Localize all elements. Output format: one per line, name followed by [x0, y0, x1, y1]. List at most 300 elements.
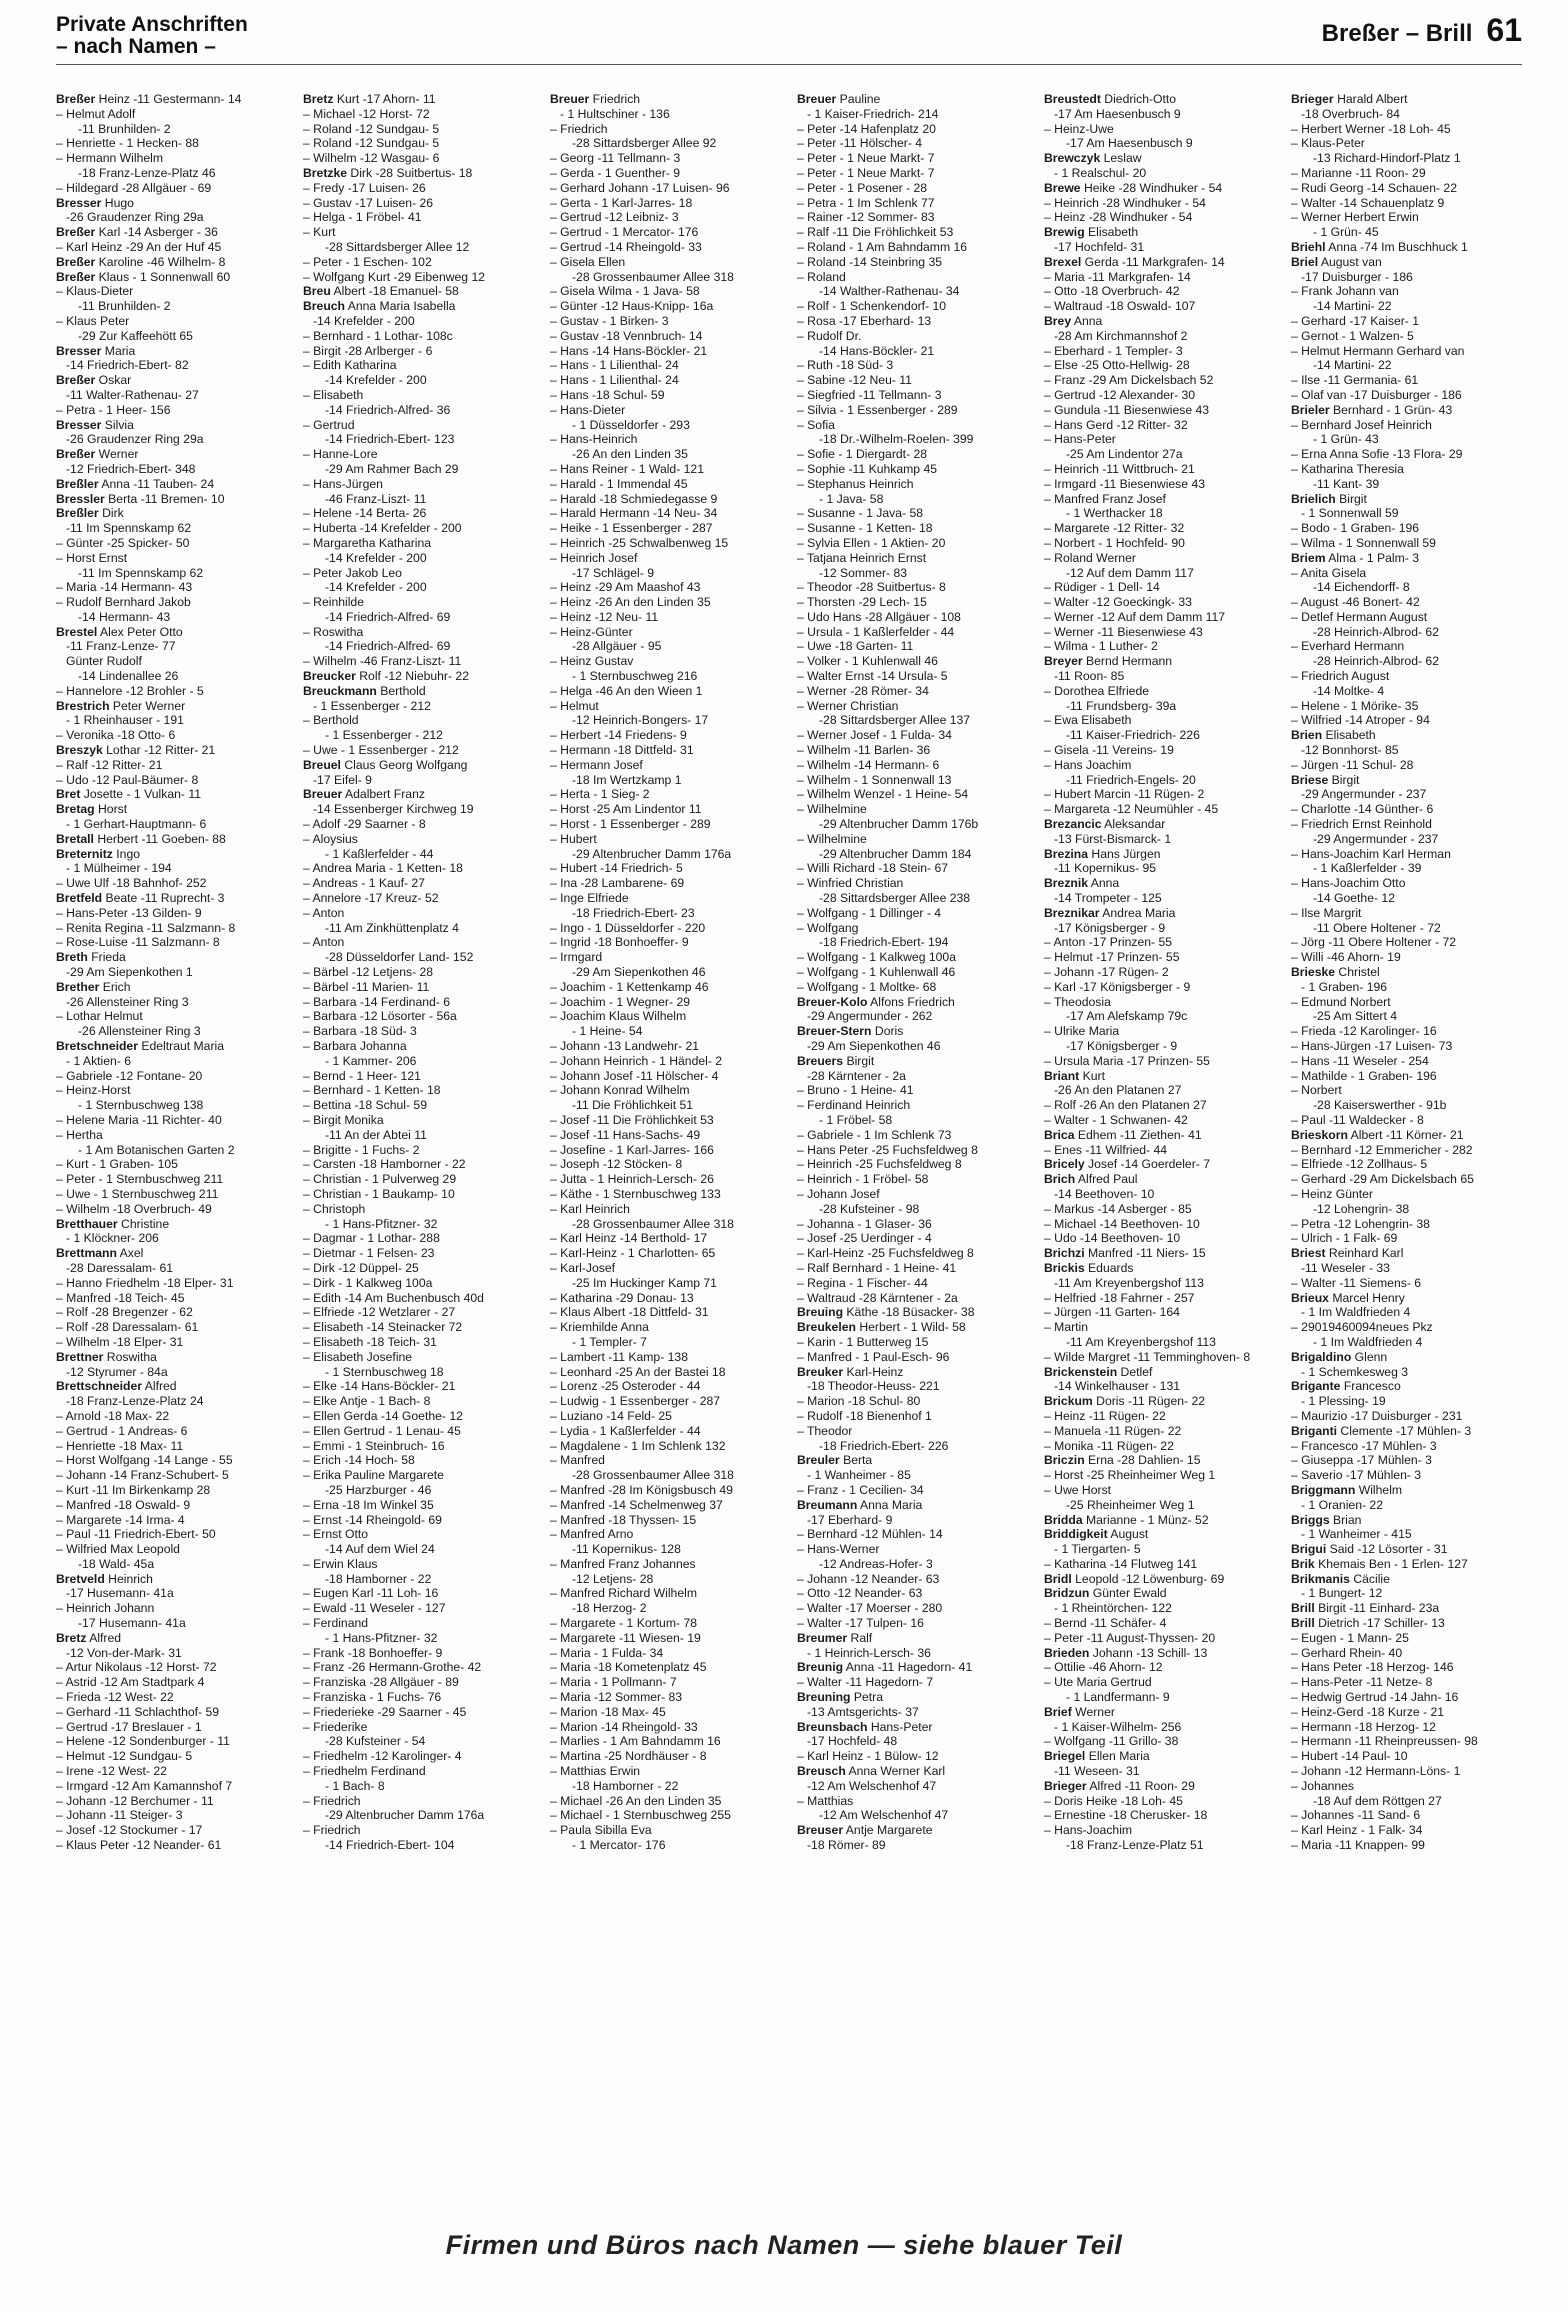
- entry-line: – Walter -14 Schauenplatz 9: [1291, 195, 1445, 210]
- entry-line: – Hertha: [56, 1127, 103, 1142]
- entry-line: – Monika -11 Rügen- 22: [1044, 1438, 1174, 1453]
- entry-line: – Eugen - 1 Mann- 25: [1291, 1630, 1409, 1645]
- directory-columns: [56, 92, 1528, 2200]
- entry-line: -11 Weseen- 31: [1054, 1764, 1140, 1779]
- entry-line: – Peter - 1 Posener - 28: [797, 180, 928, 195]
- entry-line: – Johann -14 Franz-Schubert- 5: [56, 1468, 229, 1483]
- entry-line: – Michael - 1 Sternbuschweg 255: [550, 1808, 731, 1823]
- entry-head: Bridl Leopold -12 Löwenburg- 69: [1044, 1571, 1225, 1586]
- entry-line: -29 Angermunder - 262: [807, 1009, 933, 1024]
- entry-line: - 1 Plessing- 19: [1301, 1394, 1386, 1409]
- entry-line: – Sofie - 1 Diergardt- 28: [797, 447, 928, 462]
- surname: Briggs: [1291, 1512, 1330, 1527]
- entry-line: – Ralf -11 Die Fröhlichkeit 53: [797, 225, 954, 240]
- entry-line: – Marion -14 Rheingold- 33: [550, 1719, 698, 1734]
- surname: Bricely: [1044, 1157, 1085, 1172]
- entry-line: - 1 Aktien- 6: [66, 1053, 132, 1068]
- entry-line: -14 Friedrich-Ebert- 104: [325, 1838, 455, 1853]
- entry-line: - 1 Düsseldorfer - 293: [572, 417, 690, 432]
- surname: Briant: [1044, 1068, 1080, 1083]
- entry-head: Briem Alma - 1 Palm- 3: [1291, 550, 1420, 565]
- entry-line: -17 Hochfeld- 48: [807, 1734, 898, 1749]
- surname: Breuckmann: [303, 683, 377, 698]
- entry-line: – Emmi - 1 Steinbruch- 16: [303, 1438, 445, 1453]
- entry-line: – Ernst Otto: [303, 1527, 369, 1542]
- surname: Breuer: [303, 787, 343, 802]
- entry-line: – Paula Sibilla Eva: [550, 1823, 652, 1838]
- entry-head: Breuer-Kolo Alfons Friedrich: [797, 994, 955, 1009]
- surname: Bresser: [56, 417, 102, 432]
- entry-line: – Anton: [303, 935, 345, 950]
- entry-line: – Ute Maria Gertrud: [1044, 1675, 1152, 1690]
- entry-line: – Walter Ernst -14 Ursula- 5: [797, 669, 948, 684]
- surname: Brettschneider: [56, 1379, 143, 1394]
- entry-line: – Edith Katharina: [303, 358, 397, 373]
- entry-line: – Hans Gerd -12 Ritter- 32: [1044, 417, 1188, 432]
- entry-line: – Josef -12 Stockumer - 17: [56, 1823, 203, 1838]
- entry-line: -11 Die Fröhlichkeit 51: [572, 1098, 694, 1113]
- entry-line: – Susanne - 1 Ketten- 18: [797, 521, 933, 536]
- entry-line: – Manfred -18 Oswald- 9: [56, 1497, 191, 1512]
- entry-line: – Franziska -28 Allgäuer - 89: [303, 1675, 459, 1690]
- entry-line: – Huberta -14 Krefelder - 200: [303, 521, 462, 536]
- entry-line: -25 Rheinheimer Weg 1: [1066, 1497, 1195, 1512]
- entry-line: – Andrea Maria - 1 Ketten- 18: [303, 861, 463, 876]
- entry-line: – Hannelore -12 Brohler - 5: [56, 683, 204, 698]
- entry-head: Bretfeld Beate -11 Ruprecht- 3: [56, 891, 225, 906]
- entry-line: – Hermann Josef: [550, 757, 643, 772]
- surname: Brieler: [1291, 402, 1330, 417]
- entry-line: -11 Kopernikus- 95: [1054, 861, 1157, 876]
- entry-line: – Gerhard -11 Schlachthof- 59: [56, 1704, 220, 1719]
- entry-line: – Sabine -12 Neu- 11: [797, 373, 912, 388]
- entry-line: – Kurt - 1 Graben- 105: [56, 1157, 178, 1172]
- surname: Bretz: [303, 92, 334, 106]
- entry-line: – Margarete -11 Wiesen- 19: [550, 1630, 701, 1645]
- entry-line: - 1 Hans-Pfitzner- 32: [325, 1630, 438, 1645]
- entry-line: – Jürgen -11 Garten- 164: [1044, 1305, 1180, 1320]
- page-header-right: [1322, 12, 1522, 49]
- surname: Bridzun: [1044, 1586, 1090, 1601]
- surname: Bretz: [56, 1630, 87, 1645]
- entry-line: – Wolfgang - 1 Kalkweg 100a: [797, 950, 956, 965]
- surname: Bret: [56, 787, 81, 802]
- entry-line: – Gabriele -12 Fontane- 20: [56, 1068, 203, 1083]
- entry-line: – Wilhelm Wenzel - 1 Heine- 54: [797, 787, 969, 802]
- entry-line: – Karin - 1 Butterweg 15: [797, 1334, 929, 1349]
- entry-line: – Martin: [1044, 1320, 1089, 1335]
- entry-line: – Eberhard - 1 Templer- 3: [1044, 343, 1183, 358]
- entry-line: -17 Eifel- 9: [313, 772, 372, 787]
- entry-head: Bridzun Günter Ewald: [1044, 1586, 1167, 1601]
- surname: Briel: [1291, 254, 1319, 269]
- entry-head: Breunig Anna -11 Hagedorn- 41: [797, 1660, 973, 1675]
- entry-line: – Gerta - 1 Karl-Jarres- 18: [550, 195, 693, 210]
- entry-line: – Wolfgang -11 Grillo- 38: [1044, 1734, 1179, 1749]
- entry-line: – Werner -28 Römer- 34: [797, 683, 929, 698]
- entry-line: – Josefine - 1 Karl-Jarres- 166: [550, 1142, 714, 1157]
- entry-line: – Jutta - 1 Heinrich-Lersch- 26: [550, 1172, 714, 1187]
- entry-line: – Josef -25 Uerdinger - 4: [797, 1231, 932, 1246]
- entry-line: – Rudolf Dr.: [797, 328, 862, 343]
- entry-line: - 1 Am Botanischen Garten 2: [78, 1142, 235, 1157]
- entry-line: – Hans Reiner - 1 Wald- 121: [550, 461, 704, 476]
- entry-line: – Rudolf -18 Bienenhof 1: [797, 1408, 932, 1423]
- entry-head: Brickis Eduards: [1044, 1260, 1134, 1275]
- entry-line: – Herbert -14 Friedens- 9: [550, 728, 687, 743]
- section-title-line1: Private Anschriften: [56, 13, 248, 36]
- entry-line: – Friederieke -29 Saarner - 45: [303, 1704, 467, 1719]
- entry-line: – Bettina -18 Schul- 59: [303, 1098, 427, 1113]
- entry-line: -14 Winkelhauser - 131: [1054, 1379, 1180, 1394]
- surname: Briese: [1291, 772, 1329, 787]
- entry-line: -46 Franz-Liszt- 11: [325, 491, 427, 506]
- entry-line: – Harald Hermann -14 Neu- 34: [550, 506, 718, 521]
- entry-line: – Wilhelm -18 Elper- 31: [56, 1334, 184, 1349]
- entry-line: -26 Allensteiner Ring 3: [66, 994, 189, 1009]
- entry-head: Bridda Marianne - 1 Münz- 52: [1044, 1512, 1209, 1527]
- entry-line: - 1 Hans-Pfitzner- 32: [325, 1216, 438, 1231]
- entry-line: -18 Hamborner - 22: [325, 1571, 432, 1586]
- entry-line: – Hanne-Lore: [303, 447, 378, 462]
- entry-line: -14 Friedrich-Ebert- 82: [66, 358, 189, 373]
- entry-head: Brieskorn Albert -11 Körner- 21: [1291, 1127, 1464, 1142]
- entry-line: -11 Brunhilden- 2: [78, 299, 171, 314]
- entry-line: – Detlef Hermann August: [1291, 609, 1428, 624]
- surname: Breumer: [797, 1630, 848, 1645]
- entry-line: – Otto -18 Overbruch- 42: [1044, 284, 1180, 299]
- entry-line: - 1 Im Waldfrieden 4: [1301, 1305, 1411, 1320]
- surname: Brieux: [1291, 1290, 1329, 1305]
- entry-line: – Heinz Gustav: [550, 654, 634, 669]
- entry-line: – Heike - 1 Essenberger - 287: [550, 521, 713, 536]
- entry-line: -17 Am Haesenbusch 9: [1054, 106, 1181, 121]
- entry-line: – Katharina -29 Donau- 13: [550, 1290, 694, 1305]
- entry-line: - 1 Sternbuschweg 216: [572, 669, 698, 684]
- entry-line: – Heinrich - 1 Fröbel- 58: [797, 1172, 929, 1187]
- entry-line: – Everhard Hermann: [1291, 639, 1405, 654]
- entry-line: – Heinz-Uwe: [1044, 121, 1114, 136]
- entry-line: – Manfred -14 Schelmenweg 37: [550, 1497, 723, 1512]
- entry-line: - 1 Essenberger - 212: [313, 698, 431, 713]
- surname: Brieskorn: [1291, 1127, 1348, 1142]
- entry-line: – Olaf van -17 Duisburger - 186: [1291, 387, 1462, 402]
- entry-head: Brexel Gerda -11 Markgrafen- 14: [1044, 254, 1225, 269]
- surname: Breuer: [797, 92, 837, 106]
- surname: Bretveld: [56, 1571, 105, 1586]
- entry-line: – Heinz -26 An den Linden 35: [550, 595, 711, 610]
- entry-line: – Edith -14 Am Buchenbusch 40d: [303, 1290, 484, 1305]
- entry-head: Bretzke Dirk -28 Suitbertus- 18: [303, 165, 473, 180]
- entry-line: – Heinrich -25 Fuchsfeldweg 8: [797, 1157, 962, 1172]
- entry-line: – Bärbel -12 Letjens- 28: [303, 965, 434, 980]
- entry-line: -11 Am Zinkhüttenplatz 4: [325, 920, 459, 935]
- entry-head: Breucker Rolf -12 Niebuhr- 22: [303, 669, 469, 684]
- entry-line: – Franziska - 1 Fuchs- 76: [303, 1690, 442, 1705]
- surname: Breusch: [797, 1764, 846, 1779]
- entry-line: – Peter - 1 Neue Markt- 7: [797, 151, 935, 166]
- entry-line: – Kurt: [303, 225, 336, 240]
- surname: Brezancic: [1044, 817, 1102, 832]
- entry-line: – Brigitte - 1 Fuchs- 2: [303, 1142, 420, 1157]
- entry-line: – Katharina -14 Flutweg 141: [1044, 1556, 1198, 1571]
- entry-line: – Helene - 1 Mörike- 35: [1291, 698, 1419, 713]
- entry-line: -14 Walther-Rathenau- 34: [819, 284, 960, 299]
- entry-line: – Wolfgang Kurt -29 Eibenweg 12: [303, 269, 486, 284]
- entry-line: – Bernd -11 Schäfer- 4: [1044, 1616, 1167, 1631]
- entry-head: Briehl Anna -74 Im Buschhuck 1: [1291, 239, 1468, 254]
- entry-line: -29 Zur Kaffeehött 65: [78, 328, 193, 343]
- surname: Brestel: [56, 624, 98, 639]
- entry-line: – Friedhelm Ferdinand: [303, 1764, 426, 1779]
- entry-line: – Karl Heinz -29 An der Huf 45: [56, 239, 222, 254]
- entry-line: – Hans - 1 Lilienthal- 24: [550, 373, 679, 388]
- entry-line: -28 Sittardsberger Allee 12: [325, 239, 470, 254]
- entry-line: – Willi Richard -18 Stein- 67: [797, 861, 949, 876]
- entry-head: Briggmann Wilhelm: [1291, 1482, 1403, 1497]
- entry-line: – Joachim Klaus Wilhelm: [550, 1009, 687, 1024]
- entry-line: – Helga - 1 Fröbel- 41: [303, 210, 422, 225]
- entry-line: – Walter -17 Tulpen- 16: [797, 1616, 924, 1631]
- entry-line: – Elfriede -12 Zollhaus- 5: [1291, 1157, 1428, 1172]
- entry-line: -17 Duisburger - 186: [1301, 269, 1413, 284]
- entry-line: -25 Am Sittert 4: [1313, 1009, 1397, 1024]
- entry-line: – Birgit -28 Arlberger - 6: [303, 343, 433, 358]
- entry-line: – Gerhard -29 Am Dickelsbach 65: [1291, 1172, 1474, 1187]
- entry-line: – Wilhelm -46 Franz-Liszt- 11: [303, 654, 462, 669]
- surname: Briem: [1291, 550, 1326, 565]
- entry-line: – Ewa Elisabeth: [1044, 713, 1132, 728]
- entry-line: – Otto -12 Neander- 63: [797, 1586, 923, 1601]
- entry-line: – Franz -26 Hermann-Grothe- 42: [303, 1660, 482, 1675]
- entry-head: Brickenstein Detlef: [1044, 1364, 1153, 1379]
- entry-line: – Rudolf Bernhard Jakob: [56, 595, 191, 610]
- entry-head: Briganti Clemente -17 Mühlen- 3: [1291, 1423, 1472, 1438]
- entry-line: – Hans Joachim: [1044, 757, 1132, 772]
- entry-line: – Jürgen -11 Schul- 28: [1291, 757, 1414, 772]
- entry-line: -29 Am Siepenkothen 1: [66, 965, 193, 980]
- entry-line: – Doris Heike -18 Loh- 45: [1044, 1793, 1183, 1808]
- entry-line: – Harald - 1 Immendal 45: [550, 476, 688, 491]
- entry-line: – Marion -18 Schul- 80: [797, 1394, 921, 1409]
- entry-line: – Heinz Günter: [1291, 1186, 1373, 1201]
- entry-line: - 1 Heine- 54: [572, 1024, 643, 1039]
- entry-line: -18 Friedrich-Ebert- 194: [819, 935, 949, 950]
- surname: Bridda: [1044, 1512, 1083, 1527]
- surname: Bresser: [56, 343, 102, 358]
- entry-line: -18 Franz-Lenze-Platz 24: [66, 1394, 204, 1409]
- entry-line: -12 Von-der-Mark- 31: [66, 1645, 182, 1660]
- entry-line: -18 Friedrich-Ebert- 23: [572, 905, 695, 920]
- entry-line: -11 Im Spennskamp 62: [78, 565, 204, 580]
- surname: Breuch: [303, 299, 345, 314]
- entry-line: - 1 Realschul- 20: [1054, 165, 1147, 180]
- entry-line: – Rose-Luise -11 Salzmann- 8: [56, 935, 220, 950]
- entry-line: – Gerhard -17 Kaiser- 1: [1291, 313, 1420, 328]
- entry-line: – Peter -11 August-Thyssen- 20: [1044, 1630, 1216, 1645]
- entry-line: – Eugen Karl -11 Loh- 16: [303, 1586, 439, 1601]
- entry-head: Briddigkeit August: [1044, 1527, 1149, 1542]
- entry-line: -18 Herzog- 2: [572, 1601, 647, 1616]
- entry-head: Brill Dietrich -17 Schiller- 13: [1291, 1616, 1445, 1631]
- entry-line: – Hans - 1 Lilienthal- 24: [550, 358, 679, 373]
- entry-head: Brien Elisabeth: [1291, 728, 1376, 743]
- entry-line: – Wilhelmine: [797, 831, 867, 846]
- entry-line: – Aloysius: [303, 831, 358, 846]
- entry-line: -14 Essenberger Kirchweg 19: [313, 802, 474, 817]
- entry-head: Bretz Kurt -17 Ahorn- 11: [303, 92, 436, 106]
- entry-head: Breu Albert -18 Emanuel- 58: [303, 284, 459, 299]
- entry-line: - 1 Klöckner- 206: [66, 1231, 159, 1246]
- entry-line: – Johann Heinrich - 1 Händel- 2: [550, 1053, 723, 1068]
- entry-line: -18 Römer- 89: [807, 1838, 886, 1853]
- surname: Brettner: [56, 1349, 104, 1364]
- entry-line: -29 Am Siepenkothen 46: [572, 965, 706, 980]
- entry-line: – Margarete - 1 Kortum- 78: [550, 1616, 697, 1631]
- entry-line: – Tatjana Heinrich Ernst: [797, 550, 927, 565]
- entry-line: -18 Franz-Lenze-Platz 46: [78, 165, 216, 180]
- entry-line: - 1 Kaßlerfelder - 44: [325, 846, 434, 861]
- entry-line: - 1 Rheinhauser - 191: [66, 713, 184, 728]
- entry-line: – Ruth -18 Süd- 3: [797, 358, 894, 373]
- entry-line: – Karl Heinrich: [550, 1201, 630, 1216]
- entry-line: – Werner Christian: [797, 698, 899, 713]
- entry-line: -11 Frundsberg- 39a: [1066, 698, 1177, 713]
- surname: Bretall: [56, 831, 94, 846]
- entry-line: – Udo -12 Paul-Bäumer- 8: [56, 772, 199, 787]
- entry-line: – Walter -17 Moerser - 280: [797, 1601, 943, 1616]
- entry-line: – Uwe Horst: [1044, 1482, 1112, 1497]
- entry-line: – Rainer -12 Sommer- 83: [797, 210, 935, 225]
- entry-line: - 1 Schemkesweg 3: [1301, 1364, 1409, 1379]
- entry-line: – Wilhelm -11 Barlen- 36: [797, 743, 931, 758]
- entry-line: -26 Graudenzer Ring 29a: [66, 210, 204, 225]
- entry-line: – Joachim - 1 Kettenkamp 46: [550, 979, 709, 994]
- entry-line: -18 Dr.-Wilhelm-Roelen- 399: [819, 432, 974, 447]
- entry-line: – Peter -14 Hafenplatz 20: [797, 121, 936, 136]
- entry-line: – Karl-Heinz -25 Fuchsfeldweg 8: [797, 1246, 974, 1261]
- entry-line: -18 Friedrich-Ebert- 226: [819, 1438, 949, 1453]
- entry-line: – Giuseppa -17 Mühlen- 3: [1291, 1453, 1432, 1468]
- surname: Brich: [1044, 1172, 1076, 1187]
- entry-line: – Margaretha Katharina: [303, 535, 432, 550]
- section-title: [56, 14, 248, 58]
- entry-line: – Hans-Joachim Karl Herman: [1291, 846, 1451, 861]
- entry-line: – Elisabeth -14 Steinacker 72: [303, 1320, 463, 1335]
- entry-line: – Ingo - 1 Düsseldorfer - 220: [550, 920, 706, 935]
- entry-line: – Maria -12 Sommer- 83: [550, 1690, 683, 1705]
- entry-line: – Karl -17 Königsberger - 9: [1044, 979, 1191, 994]
- surname: Brestrich: [56, 698, 110, 713]
- entry-line: – Rolf - 1 Schenkendorf- 10: [797, 299, 947, 314]
- surname: Breumann: [797, 1497, 858, 1512]
- entry-head: Breßer Karl -14 Asberger - 36: [56, 225, 218, 240]
- entry-line: – Gertrud - 1 Mercator- 176: [550, 225, 699, 240]
- entry-line: – Frank -18 Bonhoeffer- 9: [303, 1645, 443, 1660]
- entry-line: -11 Kant- 39: [1313, 476, 1380, 491]
- entry-line: – Ursula Maria -17 Prinzen- 55: [1044, 1053, 1210, 1068]
- entry-line: – Michael -14 Beethoven- 10: [1044, 1216, 1200, 1231]
- entry-line: – Helfried -18 Fahrner - 257: [1044, 1290, 1195, 1305]
- entry-line: – Uwe -18 Garten- 11: [797, 639, 914, 654]
- entry-line: - 1 Mercator- 176: [572, 1838, 666, 1853]
- surname: Breznik: [1044, 876, 1089, 891]
- entry-line: – Werner Herbert Erwin: [1291, 210, 1419, 225]
- entry-line: – Wilhelmine: [797, 802, 867, 817]
- entry-line: – Willi -46 Ahorn- 19: [1291, 950, 1401, 965]
- surname: Briegel: [1044, 1749, 1086, 1764]
- entry-line: -18 Wald- 45a: [78, 1556, 155, 1571]
- entry-line: – Manuela -11 Rügen- 22: [1044, 1423, 1182, 1438]
- entry-line: -11 Am Kreyenbergshof 113: [1054, 1275, 1204, 1290]
- entry-line: – Carsten -18 Hamborner - 22: [303, 1157, 466, 1172]
- entry-line: -29 Am Rahmer Bach 29: [325, 461, 459, 476]
- entry-line: – Günter -12 Haus-Knipp- 16a: [550, 299, 714, 314]
- entry-line: -11 Weseler - 33: [1301, 1260, 1390, 1275]
- entry-line: – Jörg -11 Obere Holtener - 72: [1291, 935, 1457, 950]
- entry-line: – Lambert -11 Kamp- 138: [550, 1349, 688, 1364]
- surname: Brica: [1044, 1127, 1075, 1142]
- entry-line: – Irene -12 West- 22: [56, 1764, 167, 1779]
- entry-line: – Luziano -14 Feld- 25: [550, 1408, 672, 1423]
- entry-line: – Wilfried -14 Atroper - 94: [1291, 713, 1430, 728]
- entry-line: -12 Friedrich-Ebert- 348: [66, 461, 196, 476]
- entry-head: Bretveld Heinrich: [56, 1571, 153, 1586]
- entry-head: Brigui Said -12 Lösorter - 31: [1291, 1542, 1448, 1557]
- entry-line: – Martina -25 Nordhäuser - 8: [550, 1749, 707, 1764]
- entry-line: -13 Fürst-Bismarck- 1: [1054, 831, 1172, 846]
- entry-line: – Francesco -17 Mühlen- 3: [1291, 1438, 1437, 1453]
- entry-line: – Stephanus Heinrich: [797, 476, 914, 491]
- entry-line: – Paul -11 Waldecker - 8: [1291, 1112, 1424, 1127]
- entry-line: – Christian - 1 Baukamp- 10: [303, 1186, 455, 1201]
- entry-line: – Klaus-Peter: [1291, 136, 1365, 151]
- surname: Brichzi: [1044, 1246, 1085, 1261]
- entry-line: – Wilhelm -14 Hermann- 6: [797, 757, 940, 772]
- entry-line: -18 Im Wertzkamp 1: [572, 772, 682, 787]
- surname: Breucker: [303, 669, 356, 684]
- entry-head: Bretthauer Christine: [56, 1216, 170, 1231]
- entry-head: Breuer Adalbert Franz: [303, 787, 425, 802]
- entry-line: – Peter Jakob Leo: [303, 565, 402, 580]
- entry-line: -26 Allensteiner Ring 3: [78, 1024, 201, 1039]
- entry-line: – Ilse Margrit: [1291, 905, 1362, 920]
- surname: Bretschneider: [56, 1039, 138, 1053]
- entry-head: Bresser Maria: [56, 343, 136, 358]
- entry-line: – Frieda -12 Karolinger- 16: [1291, 1024, 1437, 1039]
- entry-line: – Hermann -11 Rheinpreussen- 98: [1291, 1734, 1478, 1749]
- entry-line: -28 Daressalam- 61: [66, 1260, 174, 1275]
- entry-line: – Karl Heinz - 1 Falk- 34: [1291, 1823, 1423, 1838]
- entry-line: -12 Andreas-Hofer- 3: [819, 1556, 933, 1571]
- directory-column-1: [56, 92, 293, 2200]
- entry-head: Bretag Horst: [56, 802, 128, 817]
- entry-line: – Helmut -12 Sundgau- 5: [56, 1749, 193, 1764]
- entry-line: -29 Angermunder - 237: [1313, 831, 1439, 846]
- entry-head: Brestrich Peter Werner: [56, 698, 186, 713]
- entry-line: – Helmut Hermann Gerhard van: [1291, 343, 1465, 358]
- entry-line: - 1 Kaiser-Friedrich- 214: [807, 106, 939, 121]
- entry-head: Breukelen Herbert - 1 Wild- 58: [797, 1320, 966, 1335]
- entry-head: Brickum Doris -11 Rügen- 22: [1044, 1394, 1206, 1409]
- entry-line: – Rolf -28 Bregenzer - 62: [56, 1305, 193, 1320]
- entry-line: – Else -25 Otto-Hellwig- 28: [1044, 358, 1190, 373]
- entry-line: -28 Düsseldorfer Land- 152: [325, 950, 474, 965]
- entry-line: – Herbert Werner -18 Loh- 45: [1291, 121, 1451, 136]
- entry-line: – Irmgard: [550, 950, 603, 965]
- entry-line: -26 An den Linden 35: [572, 447, 688, 462]
- surname: Breternitz: [56, 846, 113, 861]
